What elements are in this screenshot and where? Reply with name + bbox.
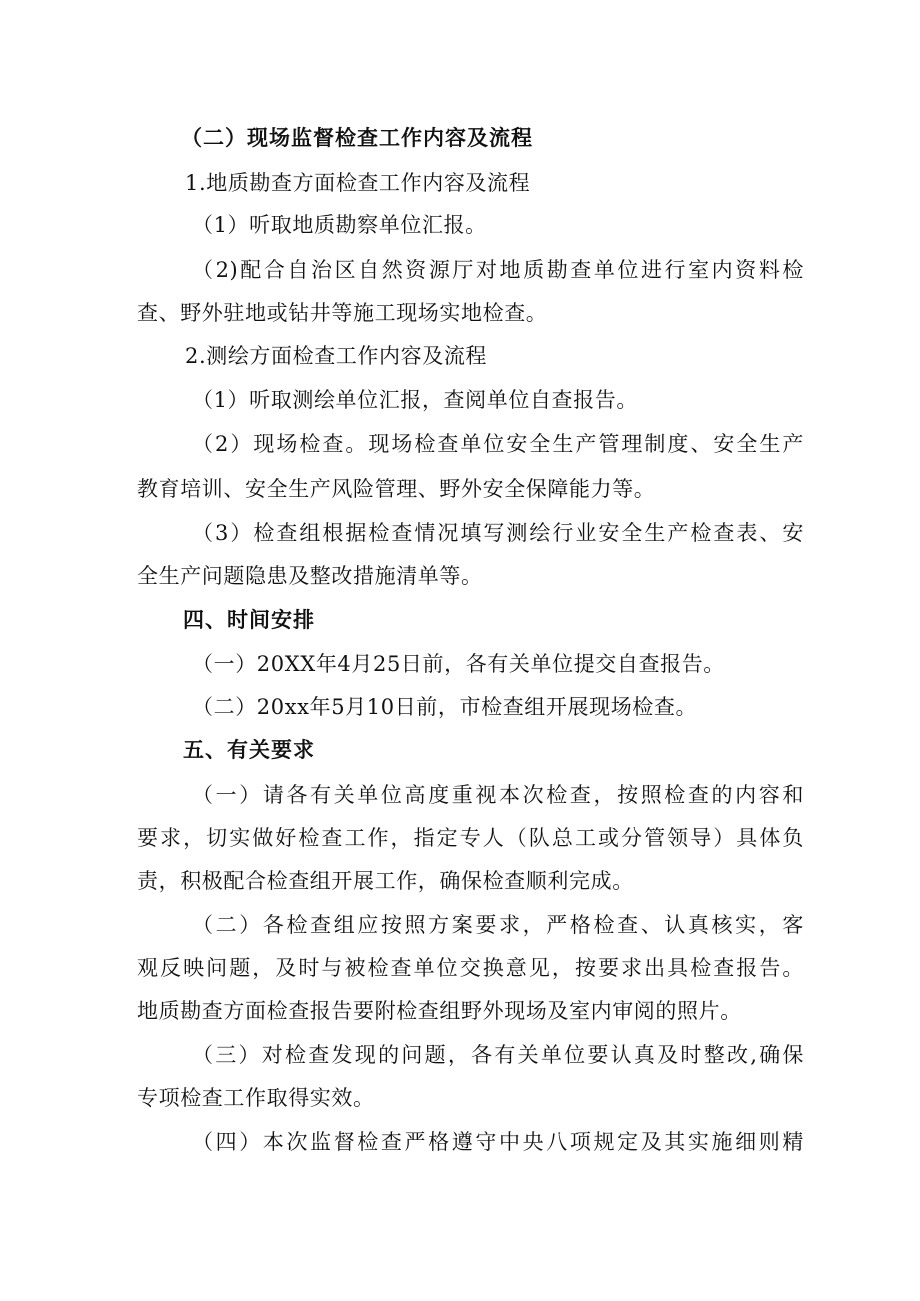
paragraph-line: 责，积极配合检查组开展工作，确保检查顺利完成。 — [137, 869, 634, 893]
paragraph-line: （一）请各有关单位高度重视本次检查，按照检查的内容和 — [192, 783, 804, 807]
subsection-heading-geology: 1.地质勘查方面检查工作内容及流程 — [185, 171, 531, 195]
paragraph-line: （二）20xx年5月10日前，市检查组开展现场检查。 — [192, 695, 698, 719]
subsection-heading-surveying: 2.测绘方面检查工作内容及流程 — [185, 344, 488, 368]
paragraph-line: 专项检查工作取得实效。 — [137, 1086, 375, 1110]
paragraph-line: 全生产问题隐患及整改措施清单等。 — [137, 564, 483, 588]
section-heading-field-inspection: （二）现场监督检查工作内容及流程 — [181, 126, 533, 150]
paragraph-line: （三）对检查发现的问题，各有关单位要认真及时整改,确保 — [192, 1043, 804, 1067]
paragraph-line: （1）听取测绘单位汇报，查阅单位自查报告。 — [192, 388, 638, 412]
paragraph-line: （3）检查组根据检查情况填写测绘行业安全生产检查表、安 — [192, 521, 804, 545]
paragraph-line: （2)配合自治区自然资源厅对地质勘查单位进行室内资料检 — [192, 258, 804, 282]
paragraph-line: 教育培训、安全生产风险管理、野外安全保障能力等。 — [137, 477, 656, 501]
paragraph-line: （一）20XX年4月25日前，各有关单位提交自查报告。 — [192, 652, 725, 676]
section-heading-schedule: 四、时间安排 — [183, 608, 315, 632]
paragraph-line: 观反映问题，及时与被检查单位交换意见，按要求出具检查报告。 — [137, 956, 804, 980]
section-heading-requirements: 五、有关要求 — [183, 738, 315, 762]
paragraph-line: （二）各检查组应按照方案要求，严格检查、认真核实，客 — [192, 913, 804, 937]
paragraph-line: （2）现场检查。现场检查单位安全生产管理制度、安全生产 — [192, 432, 804, 456]
paragraph-line: （1）听取地质勘察单位汇报。 — [192, 213, 487, 237]
paragraph-line: 查、野外驻地或钻井等施工现场实地检查。 — [137, 301, 548, 325]
paragraph-line: 要求，切实做好检查工作，指定专人（队总工或分管领导）具体负 — [137, 826, 804, 850]
paragraph-line: 地质勘查方面检查报告要附检查组野外现场及室内审阅的照片。 — [137, 999, 742, 1023]
paragraph-line: （四）本次监督检查严格遵守中央八项规定及其实施细则精 — [192, 1130, 804, 1154]
